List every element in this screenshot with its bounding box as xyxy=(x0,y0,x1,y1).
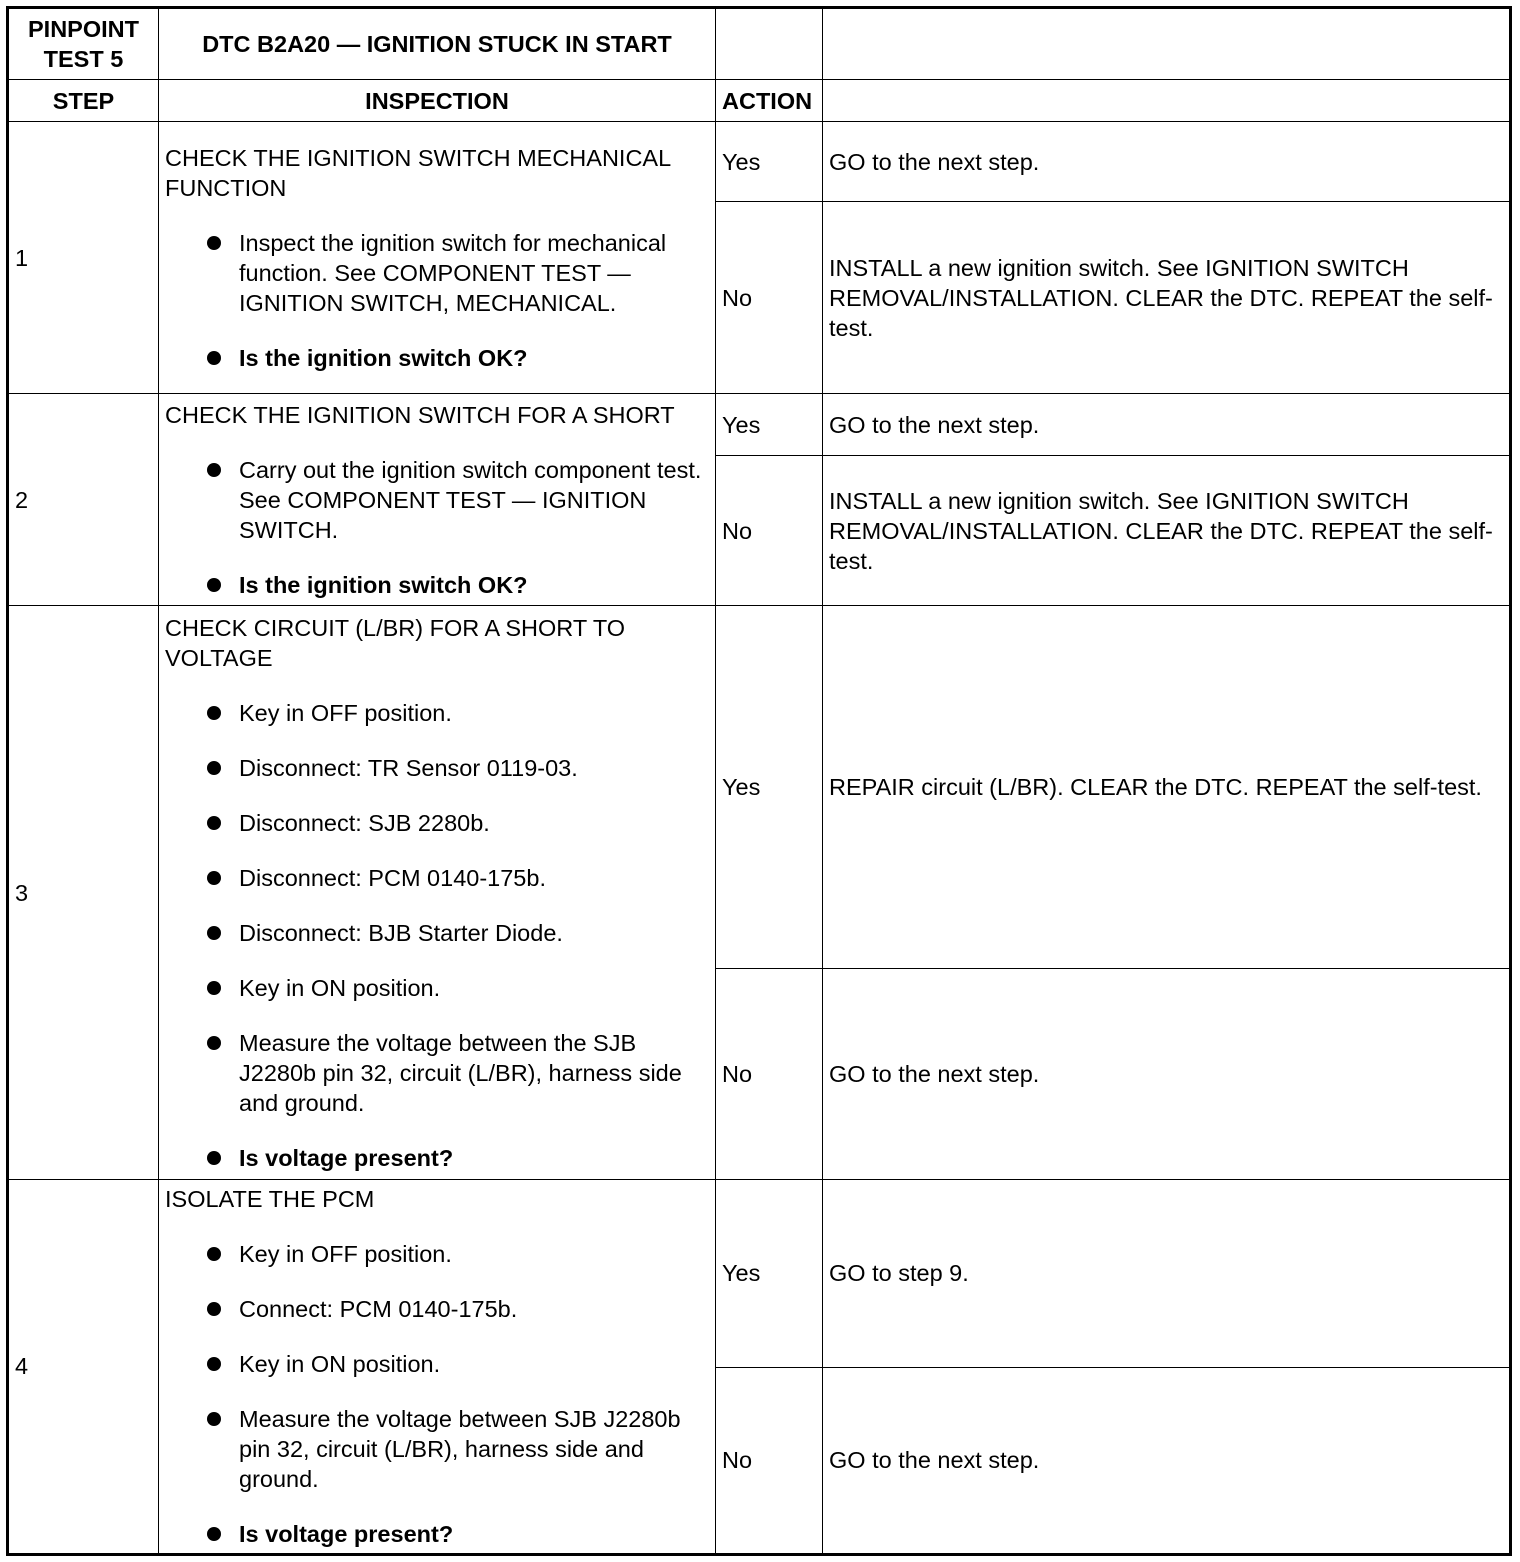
inspection-cell xyxy=(159,122,716,394)
bullet-icon xyxy=(207,871,221,885)
inspection-title: CHECK CIRCUIT (L/BR) FOR A SHORT TO VOLTAGE xyxy=(165,614,626,671)
list-item: Key in ON position. xyxy=(205,973,709,1003)
yes-label: Yes xyxy=(716,122,823,202)
bullet-icon xyxy=(207,926,221,940)
inspection-question: Is the ignition switch OK? xyxy=(205,343,709,373)
yes-action: GO to the next step. xyxy=(823,394,1511,456)
no-label: No xyxy=(716,456,823,606)
inspection-cell xyxy=(159,394,716,606)
no-label: No xyxy=(716,1367,823,1554)
column-header-inspection: INSPECTION xyxy=(159,80,716,122)
empty-header-cell xyxy=(716,8,823,80)
list-item: Key in OFF position. xyxy=(205,1239,709,1269)
step-number: 4 xyxy=(8,1179,159,1554)
test-id: PINPOINT TEST 5 xyxy=(8,8,159,80)
list-item: Disconnect: PCM 0140-175b. xyxy=(205,863,709,893)
empty-header-cell xyxy=(823,8,1511,80)
yes-label: Yes xyxy=(716,1179,823,1367)
inspection-cell xyxy=(159,1179,716,1554)
bullet-icon xyxy=(207,578,221,592)
title-row xyxy=(8,8,1511,80)
list-item: Measure the voltage between the SJB J2280b pin 32, circuit (L/BR), harness side and ground. xyxy=(205,1028,709,1118)
inspection-title: ISOLATE THE PCM xyxy=(165,1185,375,1212)
bullet-icon xyxy=(207,706,221,720)
step-number: 3 xyxy=(8,606,159,1179)
inspection-question: Is voltage present? xyxy=(205,1143,709,1173)
column-header-step: STEP xyxy=(8,80,159,122)
no-action: INSTALL a new ignition switch. See IGNITION SWITCH REMOVAL/INSTALLATION. CLEAR the DTC. REPEAT the self-test. xyxy=(823,456,1511,606)
step-number: 2 xyxy=(8,394,159,606)
list-item: Carry out the ignition switch component test. See COMPONENT TEST — IGNITION SWITCH. xyxy=(205,455,709,545)
yes-label: Yes xyxy=(716,606,823,968)
inspection-bullets xyxy=(165,698,709,1173)
empty-header-cell xyxy=(823,80,1511,122)
bullet-icon xyxy=(207,1036,221,1050)
inspection-bullets xyxy=(165,455,709,600)
bullet-icon xyxy=(207,1357,221,1371)
bullet-icon xyxy=(207,463,221,477)
no-label: No xyxy=(716,202,823,394)
bullet-icon xyxy=(207,816,221,830)
bullet-icon xyxy=(207,1247,221,1261)
bullet-icon xyxy=(207,1412,221,1426)
table-row xyxy=(8,122,1511,202)
bullet-icon xyxy=(207,1151,221,1165)
yes-action: GO to step 9. xyxy=(823,1179,1511,1367)
bullet-icon xyxy=(207,761,221,775)
inspection-title: CHECK THE IGNITION SWITCH MECHANICAL FUNCTION xyxy=(165,144,671,201)
bullet-icon xyxy=(207,236,221,250)
inspection-bullets xyxy=(165,1239,709,1549)
inspection-bullets xyxy=(165,228,709,373)
list-item: Key in ON position. xyxy=(205,1349,709,1379)
bullet-icon xyxy=(207,981,221,995)
bullet-icon xyxy=(207,1302,221,1316)
list-item: Key in OFF position. xyxy=(205,698,709,728)
list-item: Inspect the ignition switch for mechanical function. See COMPONENT TEST — IGNITION SWITCH, MECHANICAL. xyxy=(205,228,709,318)
no-action: INSTALL a new ignition switch. See IGNITION SWITCH REMOVAL/INSTALLATION. CLEAR the DTC. REPEAT the self-test. xyxy=(823,202,1511,394)
no-action: GO to the next step. xyxy=(823,1367,1511,1554)
inspection-question: Is the ignition switch OK? xyxy=(205,570,709,600)
yes-action: GO to the next step. xyxy=(823,122,1511,202)
no-action: GO to the next step. xyxy=(823,968,1511,1179)
table-row xyxy=(8,1179,1511,1367)
table-row xyxy=(8,606,1511,968)
inspection-title: CHECK THE IGNITION SWITCH FOR A SHORT xyxy=(165,401,675,428)
list-item: Connect: PCM 0140-175b. xyxy=(205,1294,709,1324)
table-row xyxy=(8,394,1511,456)
list-item: Measure the voltage between SJB J2280b pin 32, circuit (L/BR), harness side and ground. xyxy=(205,1404,709,1494)
test-title: DTC B2A20 — IGNITION STUCK IN START xyxy=(159,8,716,80)
pinpoint-test-table xyxy=(6,6,1512,1556)
step-number: 1 xyxy=(8,122,159,394)
column-header-action: ACTION xyxy=(716,80,823,122)
yes-label: Yes xyxy=(716,394,823,456)
bullet-icon xyxy=(207,1527,221,1541)
yes-action: REPAIR circuit (L/BR). CLEAR the DTC. REPEAT the self-test. xyxy=(823,606,1511,968)
list-item: Disconnect: BJB Starter Diode. xyxy=(205,918,709,948)
inspection-question: Is voltage present? xyxy=(205,1519,709,1549)
bullet-icon xyxy=(207,351,221,365)
inspection-cell xyxy=(159,606,716,1179)
no-label: No xyxy=(716,968,823,1179)
list-item: Disconnect: SJB 2280b. xyxy=(205,808,709,838)
list-item: Disconnect: TR Sensor 0119-03. xyxy=(205,753,709,783)
column-header-row xyxy=(8,80,1511,122)
